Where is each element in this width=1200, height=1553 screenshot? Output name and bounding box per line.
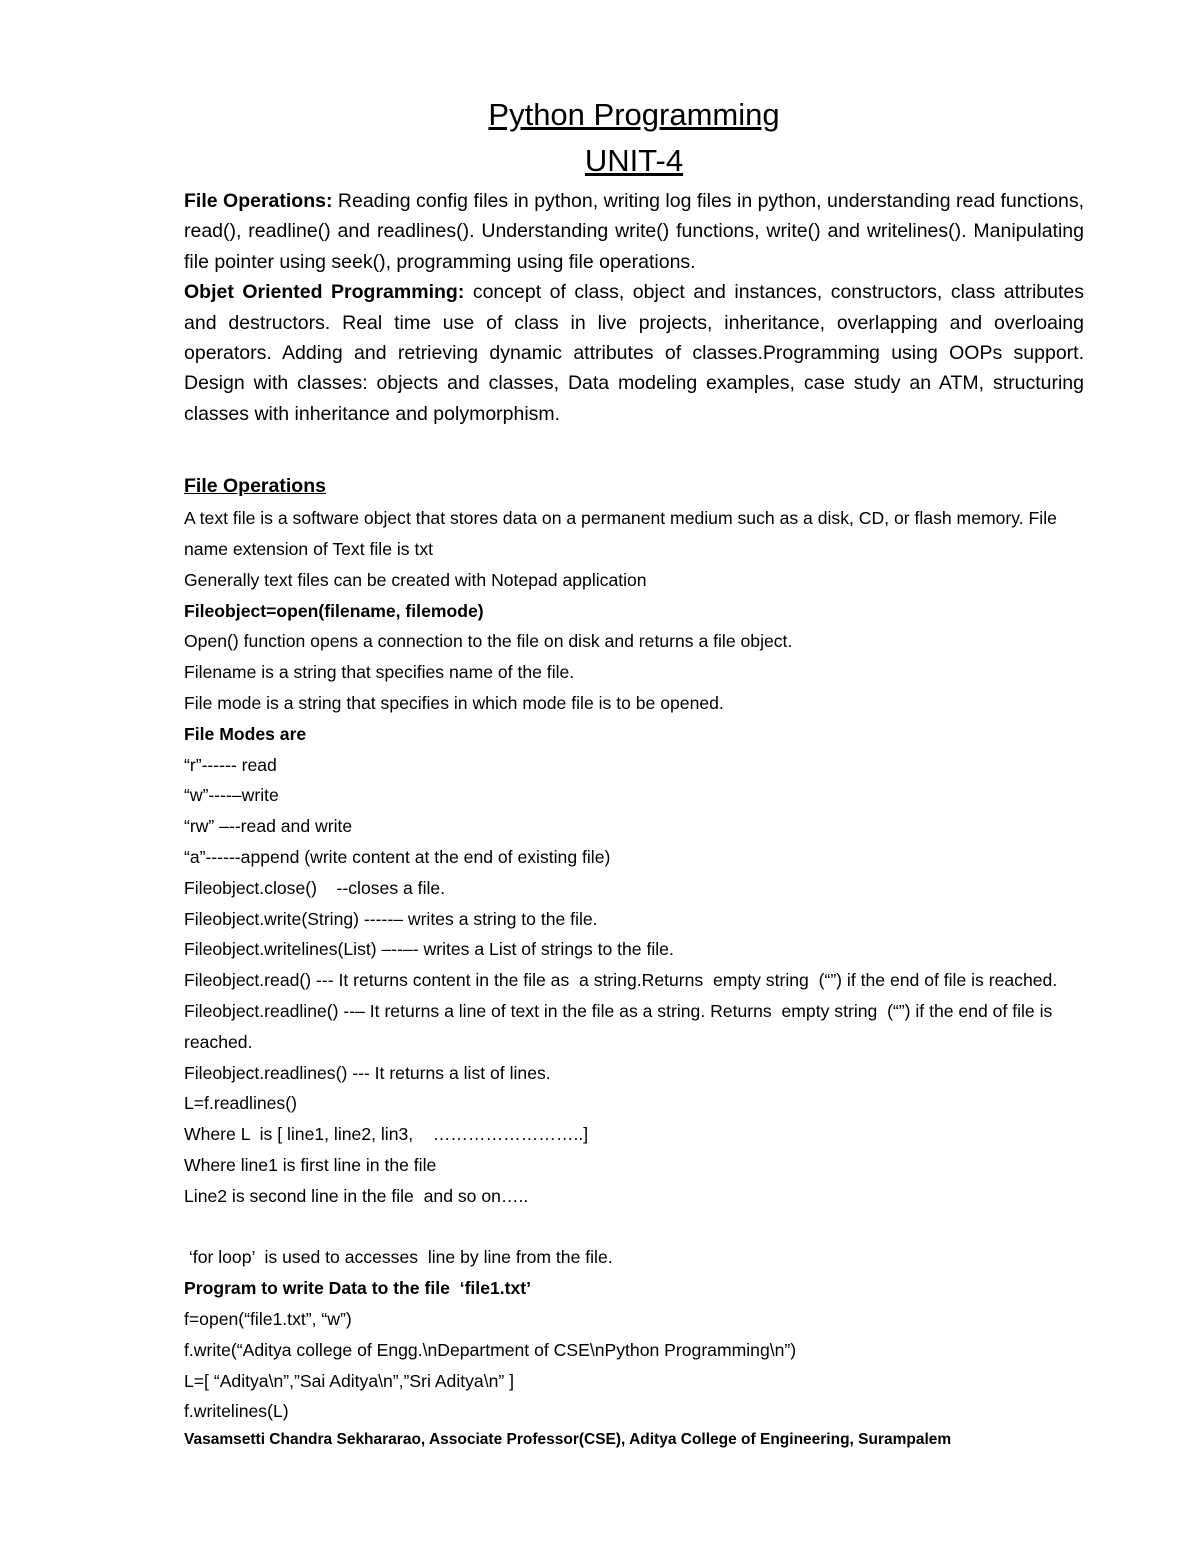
syllabus-label: Objet Oriented Programming:	[184, 281, 465, 304]
document-title: Python Programming	[488, 97, 780, 132]
text-line: Fileobject.readlines() --- It returns a list of lines.	[184, 1062, 551, 1083]
text-line: “a”------append (write content at the end of existing file)	[184, 847, 611, 868]
syllabus-file-operations	[184, 186, 1084, 277]
syllabus-text: Reading config files in python, writing log files in python, understanding read functions, read(), readline() and readlines(). Understanding write() functions, write() and writelines(). Manipulating file pointer using seek(), programming using file operations.	[184, 190, 1084, 273]
text-line: “w”----–write	[184, 785, 279, 806]
code-line: f.writelines(L)	[184, 1401, 289, 1422]
text-line: Filename is a string that specifies name of the file.	[184, 662, 575, 683]
text-line: Fileobject.read() --- It returns content in the file as a string.Returns empty string (“”) if the end of file is reached.	[184, 970, 1058, 991]
text-line: Open() function opens a connection to the file on disk and returns a file object.	[184, 631, 793, 652]
text-line: L=f.readlines()	[184, 1093, 297, 1114]
page-footer: Vasamsetti Chandra Sekhararao, Associate Professor(CSE), Aditya College of Engineering, Surampalem	[184, 1431, 952, 1449]
document-page	[184, 92, 1084, 1453]
syllabus-oop	[184, 277, 1084, 429]
text-line: A text file is a software object that stores data on a permanent medium such as a disk, CD, or flash memory. File name extension of Text file is txt	[184, 508, 1062, 560]
section-body	[184, 503, 1084, 1427]
text-line: Fileobject.writelines(List) –--–- writes a List of strings to the file.	[184, 939, 674, 960]
code-line: f=open(“file1.txt”, “w”)	[184, 1308, 352, 1329]
text-line: File mode is a string that specifies in which mode file is to be opened.	[184, 693, 724, 714]
syllabus	[184, 186, 1084, 429]
unit-title: UNIT-4	[584, 143, 684, 178]
text-line: Where line1 is first line in the file	[184, 1154, 437, 1175]
text-line: ‘for loop’ is used to accesses line by line from the file.	[184, 1247, 613, 1268]
blank-line	[184, 1212, 1084, 1243]
section-heading: File Operations	[184, 475, 326, 498]
syllabus-label: File Operations:	[184, 190, 333, 212]
file-modes-heading: File Modes are	[184, 723, 307, 744]
text-line: Where L is [ line1, line2, lin3, ……………………..]	[184, 1124, 589, 1145]
code-line: f.write(“Aditya college of Engg.\nDepartment of CSE\nPython Programming\n”)	[184, 1339, 797, 1360]
open-syntax: Fileobject=open(filename, filemode)	[184, 600, 484, 621]
text-line: Line2 is second line in the file and so on…..	[184, 1185, 529, 1206]
text-line: Generally text files can be created with Notepad application	[184, 569, 647, 590]
text-line: “rw” –--read and write	[184, 816, 353, 837]
code-line: L=[ “Aditya\n”,”Sai Aditya\n”,”Sri Aditya\n” ]	[184, 1370, 515, 1391]
text-line: Fileobject.write(String) -----– writes a string to the file.	[184, 908, 598, 929]
text-line: “r”------ read	[184, 754, 277, 775]
syllabus-text: concept of class, object and instances, constructors, class attributes and destructors. Real time use of class in live projects, inheritance, overlapping and overloaing operators. Adding and retrieving dynamic attributes of classes.Programming using OOPs support. Design with classes: objects and classes, Data modeling examples, case study an ATM, structuring classes with inheritance and polymorphism.	[184, 281, 1084, 425]
text-line: Fileobject.readline() --– It returns a line of text in the file as a string. Returns empty string (“”) if the end of file is reached.	[184, 1001, 1058, 1052]
program-heading: Program to write Data to the file ‘file1.txt’	[184, 1278, 532, 1299]
text-line: Fileobject.close() --closes a file.	[184, 877, 446, 898]
